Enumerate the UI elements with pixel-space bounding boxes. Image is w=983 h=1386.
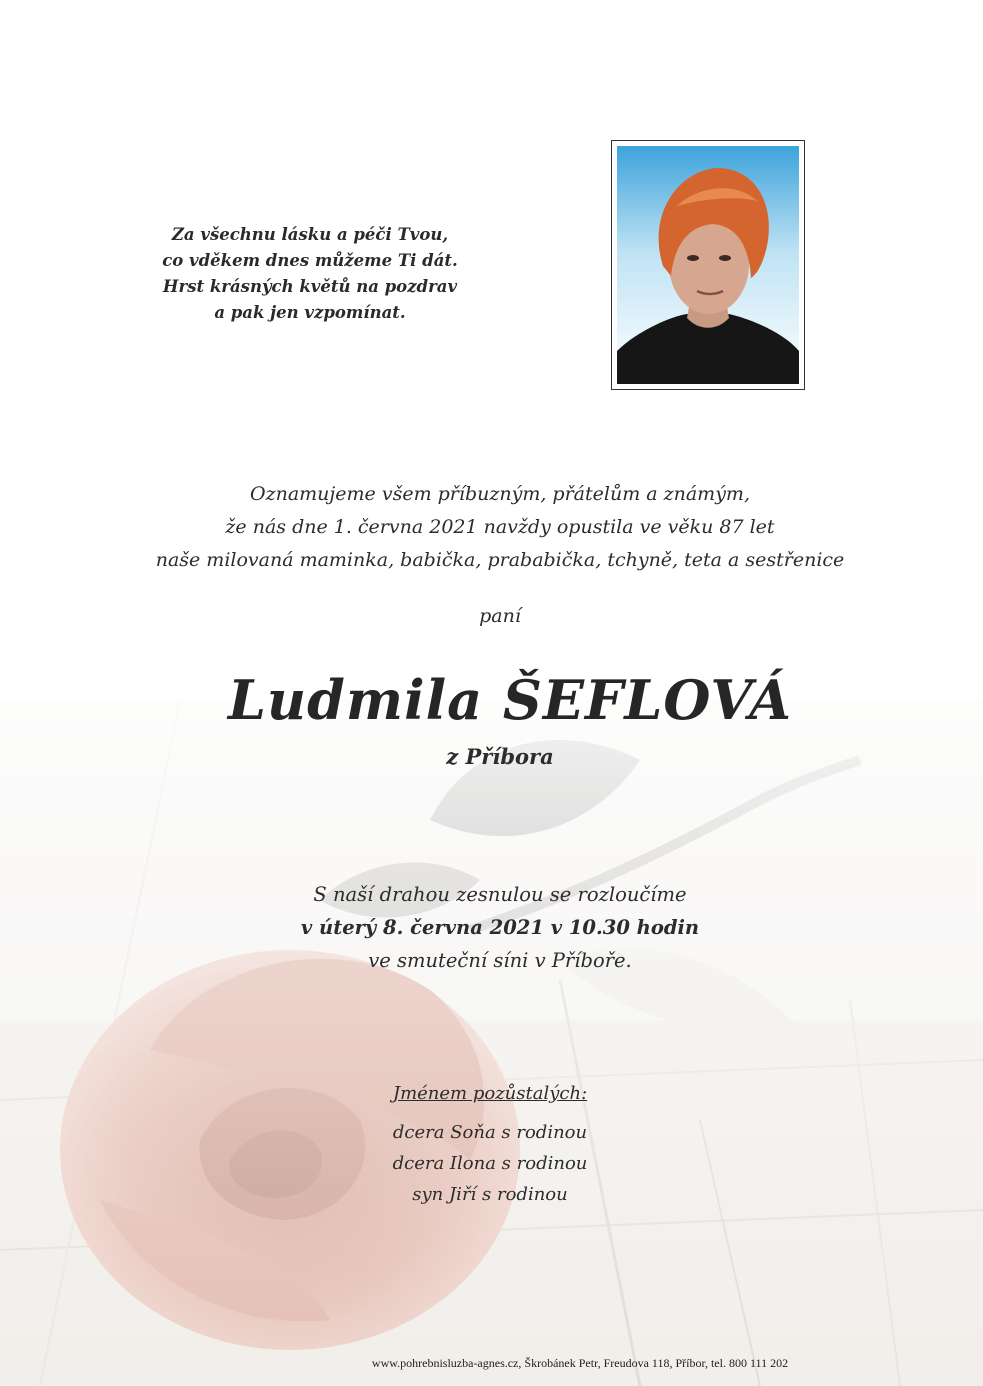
ceremony-line: S naší drahou zesnulou se rozloučíme: [313, 883, 687, 906]
mourner-item: dcera Soňa s rodinou: [392, 1122, 588, 1143]
mourner-item: dcera Ilona s rodinou: [392, 1153, 588, 1174]
mourners-heading: Jménem pozůstalých:: [392, 1083, 588, 1104]
mourners: [340, 1078, 640, 1210]
poem-line: Za všechnu lásku a péči Tvou,: [171, 225, 449, 244]
poem: [150, 222, 470, 326]
ceremony-place: ve smuteční síni v Příboře.: [368, 949, 632, 972]
ceremony-date-time: v úterý 8. června 2021 v 10.30 hodin: [300, 916, 700, 939]
deceased-name: Ludmila ŠEFLOVÁ: [227, 668, 793, 732]
poem-line: Hrst krásných květů na pozdrav: [162, 277, 458, 296]
announcement: [120, 478, 880, 577]
poem-line: co vděkem dnes můžeme Ti dát.: [162, 251, 458, 270]
announcement-line: naše milovaná maminka, babička, prababička, tchyně, teta a sestřenice: [155, 549, 845, 571]
portrait-photo: [611, 140, 805, 390]
salutation: paní: [479, 605, 521, 627]
announcement-line: že nás dne 1. června 2021 navždy opustila ve věku 87 let: [225, 516, 775, 538]
poem-line: a pak jen vzpomínat.: [214, 303, 406, 322]
portrait-image: [617, 146, 799, 384]
ceremony-info: [200, 878, 800, 977]
footer-contact: www.pohrebnisluzba-agnes.cz, Škrobánek Petr, Freudova 118, Příbor, tel. 800 111 202: [371, 1356, 789, 1370]
mourner-item: syn Jiří s rodinou: [412, 1184, 568, 1205]
deceased-origin: z Příbora: [446, 744, 554, 769]
announcement-line: Oznamujeme všem příbuzným, přátelům a známým,: [250, 483, 750, 505]
